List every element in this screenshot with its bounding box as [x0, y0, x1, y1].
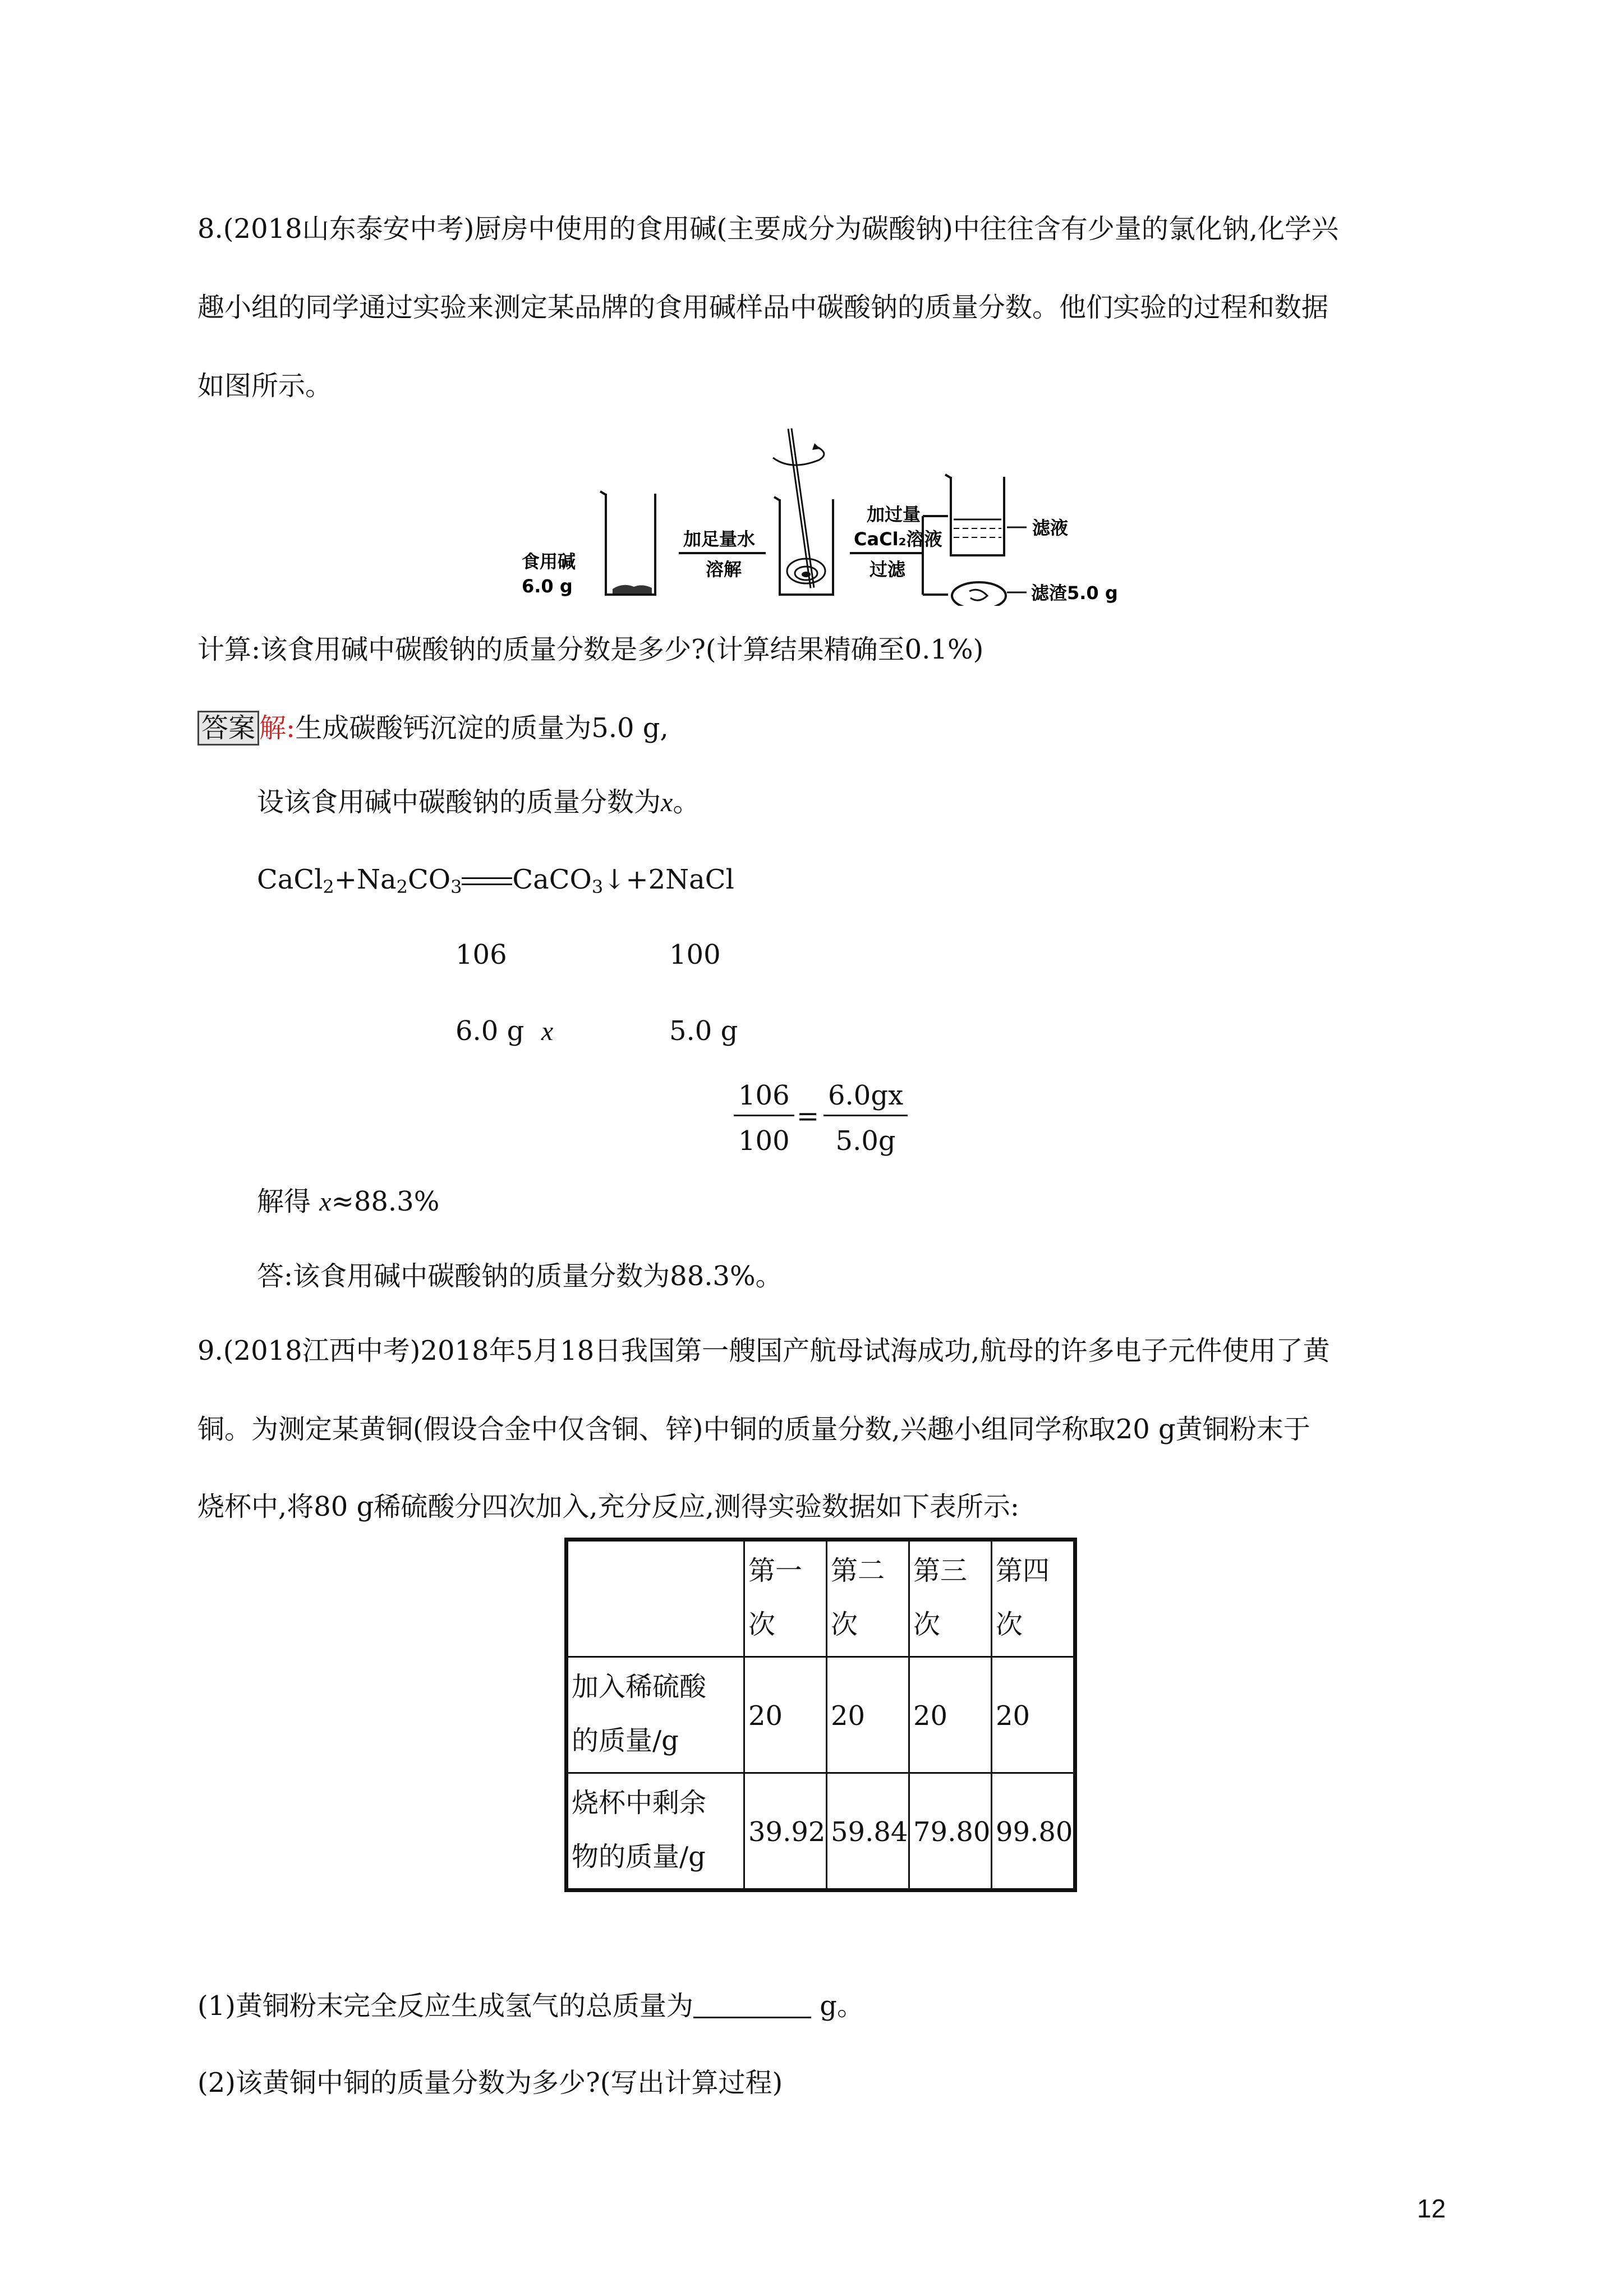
mass-calcium-carbonate: 5.0 g: [669, 1015, 738, 1047]
fraction-equals: =: [797, 1101, 820, 1132]
sub1-text: (1)黄铜粉末完全反应生成氢气的总质量为: [197, 1990, 693, 2022]
beaker-sample-icon: [600, 491, 655, 595]
fraction-right-den: 5.0g: [835, 1125, 896, 1157]
filtrate-label: 滤液: [1032, 517, 1069, 539]
table-row: [567, 1657, 1075, 1773]
fraction-left-den: 100: [738, 1125, 790, 1157]
step2-mid: CaCl₂溶液: [854, 528, 942, 550]
table-header-cell: 第二 次: [827, 1540, 909, 1657]
table-row-label: 烧杯中剩余 物的质量/g: [567, 1773, 744, 1890]
q8-line2: 趣小组的同学通过实验来测定某品牌的食用碱样品中碳酸钠的质量分数。他们实验的过程和数据: [197, 292, 1329, 323]
q9-line2: 铜。为测定某黄铜(假设合金中仅含铜、锌)中铜的质量分数,兴趣小组同学称取20 g黄铜粉末于: [197, 1414, 1310, 1445]
result-value: ≈88.3%: [331, 1186, 440, 1217]
sample-mass: 6.0 g: [522, 576, 573, 597]
table-header-cell: 第三 次: [909, 1540, 992, 1657]
variable-x: x: [661, 788, 673, 817]
answer-blank[interactable]: [693, 1989, 811, 2018]
table-cell: 20: [744, 1657, 827, 1773]
table-cell: 20: [992, 1657, 1075, 1773]
page-number: 12: [1417, 2194, 1446, 2223]
solution-text-2: 设该食用碱中碳酸钠的质量分数为: [257, 786, 661, 818]
table-cell: 39.92: [744, 1773, 827, 1890]
q9-sub1: [197, 1989, 864, 2023]
table-row: [567, 1773, 1075, 1890]
sample-mass-value: 6.0 g: [456, 1015, 525, 1047]
beaker-stirring-icon: [773, 429, 833, 595]
q8-line1: 8.(2018山东泰安中考)厨房中使用的食用碱(主要成分为碳酸钠)中往往含有少量的氯化钠,化学兴: [197, 213, 1339, 245]
table-header-cell: 第四 次: [992, 1540, 1075, 1657]
fraction-left: [734, 1080, 794, 1157]
table-cell: 20: [909, 1657, 992, 1773]
q8-line3: 如图所示。: [197, 370, 333, 402]
q8-solution-line2: [257, 785, 700, 820]
sub1-unit: g。: [820, 1990, 864, 2022]
step1-bottom: 溶解: [706, 559, 742, 580]
q9-line3: 烧杯中,将80 g稀硫酸分四次加入,充分反应,测得实验数据如下表所示:: [197, 1491, 1020, 1522]
q8-question: 计算:该食用碱中碳酸钠的质量分数是多少?(计算结果精确至0.1%): [197, 634, 984, 665]
q8-conclusion: 答:该食用碱中碳酸钠的质量分数为88.3%。: [257, 1260, 783, 1292]
table-row-label: 加入稀硫酸 的质量/g: [567, 1657, 744, 1773]
table-cell: 79.80: [909, 1773, 992, 1890]
q9-line1: 9.(2018江西中考)2018年5月18日我国第一艘国产航母试海成功,航母的许多电子元件使用了黄: [197, 1335, 1330, 1366]
table-cell: 20: [827, 1657, 909, 1773]
chemical-equation: $CaCl_2+Na_2CO_3$ CaCO$_3$↓+2NaCl: [257, 864, 734, 898]
table-header-row: [567, 1540, 1075, 1657]
mass-sodium-carbonate: [456, 1014, 553, 1048]
table-header-cell: 第一 次: [744, 1540, 827, 1657]
variable-x: x: [319, 1187, 332, 1217]
step2-top: 加过量: [867, 504, 921, 525]
mr-sodium-carbonate: 106: [456, 939, 507, 970]
step1-top: 加足量水: [683, 528, 756, 550]
solution-tag: 解:: [259, 712, 296, 744]
answer-tag: 答案: [197, 711, 259, 746]
fraction-right-num: 6.0gx: [823, 1080, 908, 1116]
table-cell: 59.84: [827, 1773, 909, 1890]
variable-x: x: [541, 1016, 554, 1046]
experiment-diagram: [505, 421, 1139, 606]
step2-bottom: 过滤: [869, 559, 906, 580]
data-table: [564, 1538, 1077, 1892]
table-corner-cell: [567, 1540, 744, 1657]
mr-calcium-carbonate: 100: [669, 939, 721, 970]
solution-text-1: 生成碳酸钙沉淀的质量为5.0 g,: [295, 712, 669, 744]
table-cell: 99.80: [992, 1773, 1075, 1890]
beaker-filtrate-icon: [945, 475, 1004, 555]
residue-label: 滤渣5.0 g: [1031, 582, 1118, 604]
filter-paper-icon: [952, 582, 1006, 606]
fraction-left-num: 106: [734, 1080, 794, 1116]
solution-text-2-end: 。: [673, 786, 700, 818]
sample-label: 食用碱: [522, 551, 576, 572]
q9-sub2: (2)该黄铜中铜的质量分数为多少?(写出计算过程): [197, 2067, 783, 2099]
q8-solution-line1: [197, 711, 669, 745]
q8-result: [257, 1185, 439, 1219]
fraction-right: [823, 1080, 908, 1157]
result-prefix: 解得: [257, 1186, 311, 1217]
